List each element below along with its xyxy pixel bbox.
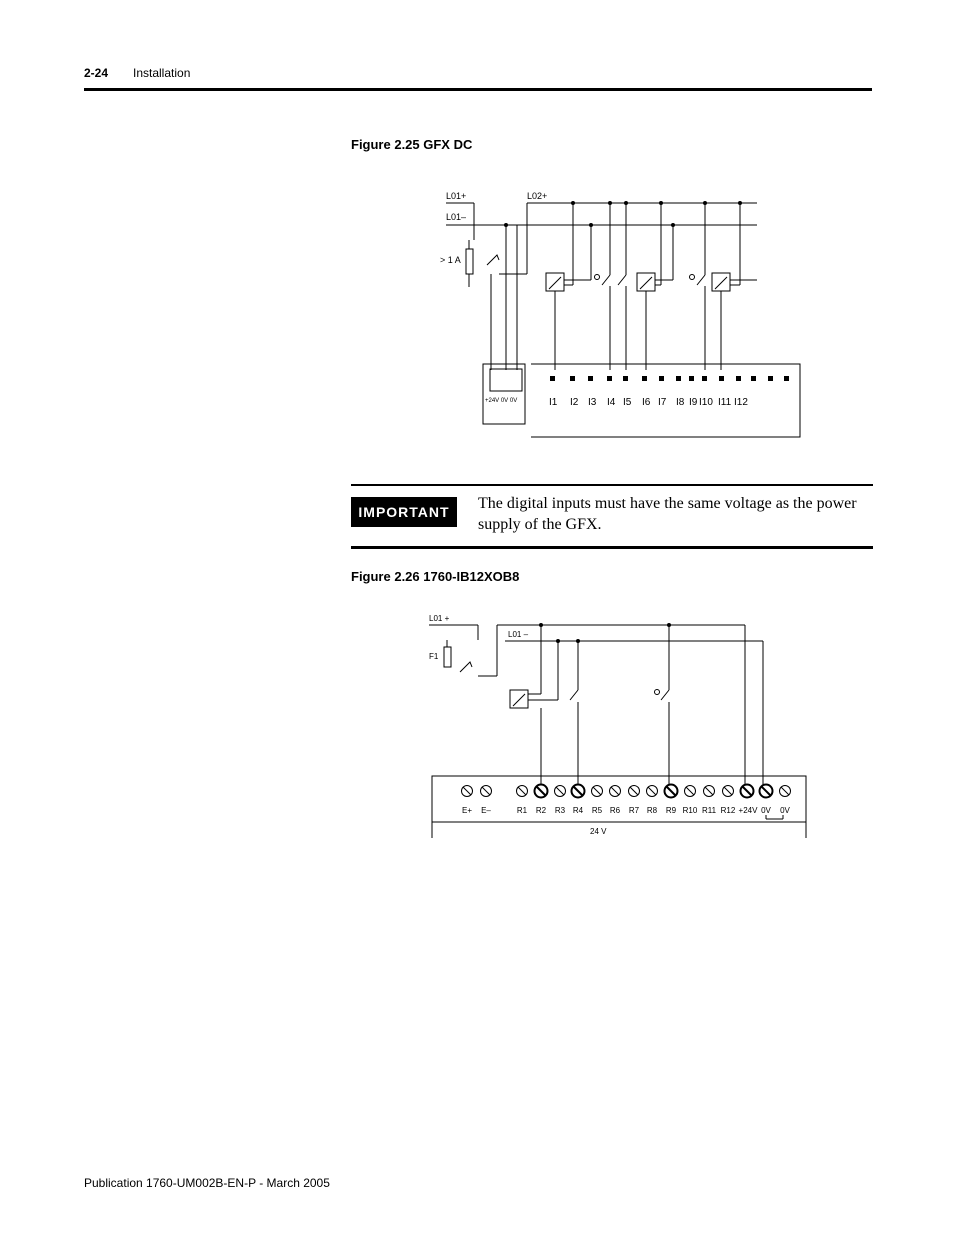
fig2-fuse-label: F1 (429, 652, 439, 661)
terminal-label: R10 (682, 806, 698, 815)
input-label: I2 (570, 397, 579, 408)
important-text: The digital inputs must have the same voltage as the power supply of the GFX. (478, 495, 857, 533)
fig2-l01-minus-label: L01 – (508, 630, 529, 639)
terminal-label: R8 (646, 806, 658, 815)
terminal-label: 0V (761, 806, 771, 815)
terminal-label: E+ (461, 806, 473, 815)
l01-minus-label: L01– (446, 212, 467, 222)
terminal-label: R6 (609, 806, 621, 815)
input-label: I1 (549, 397, 558, 408)
fig2-l01-plus-label: L01 + (429, 614, 450, 623)
l01-plus-label: L01+ (446, 191, 467, 201)
terminal-label: R3 (554, 806, 566, 815)
input-label: I12 (734, 397, 748, 408)
terminal-label: R7 (628, 806, 640, 815)
figure1-caption: Figure 2.25 GFX DC (351, 137, 473, 152)
input-label: I6 (642, 397, 651, 408)
terminal-label: R2 (535, 806, 547, 815)
input-label: I11 (718, 397, 732, 408)
fig2-supply-label: 24 V (590, 827, 607, 836)
terminal-label: R12 (720, 806, 736, 815)
input-label: I8 (676, 397, 685, 408)
terminal-label: +24V (738, 806, 758, 815)
input-label: I3 (588, 397, 597, 408)
l02-plus-label: L02+ (527, 191, 548, 201)
terminal-label: R4 (572, 806, 584, 815)
input-label: I10 (699, 397, 713, 408)
input-label: I7 (658, 397, 667, 408)
terminal-label: R1 (516, 806, 528, 815)
fuse-label: > 1 A (440, 255, 461, 265)
terminal-label: R5 (591, 806, 603, 815)
terminal-label: E– (481, 806, 491, 815)
input-label: I4 (607, 397, 616, 408)
power-terminal-label: +24V 0V 0V (485, 398, 518, 404)
figure2-caption: Figure 2.26 1760-IB12XOB8 (351, 569, 520, 584)
input-label: I9 (689, 397, 698, 408)
terminal-label: R9 (665, 806, 677, 815)
terminal-label: 0V (780, 806, 790, 815)
terminal-label: R11 (701, 806, 717, 815)
publication-footer: Publication 1760-UM002B-EN-P - March 2005 (84, 1176, 330, 1190)
input-label: I5 (623, 397, 632, 408)
important-badge: IMPORTANT (351, 497, 457, 527)
section-title: Installation (133, 66, 191, 80)
page-number: 2-24 (84, 66, 109, 80)
